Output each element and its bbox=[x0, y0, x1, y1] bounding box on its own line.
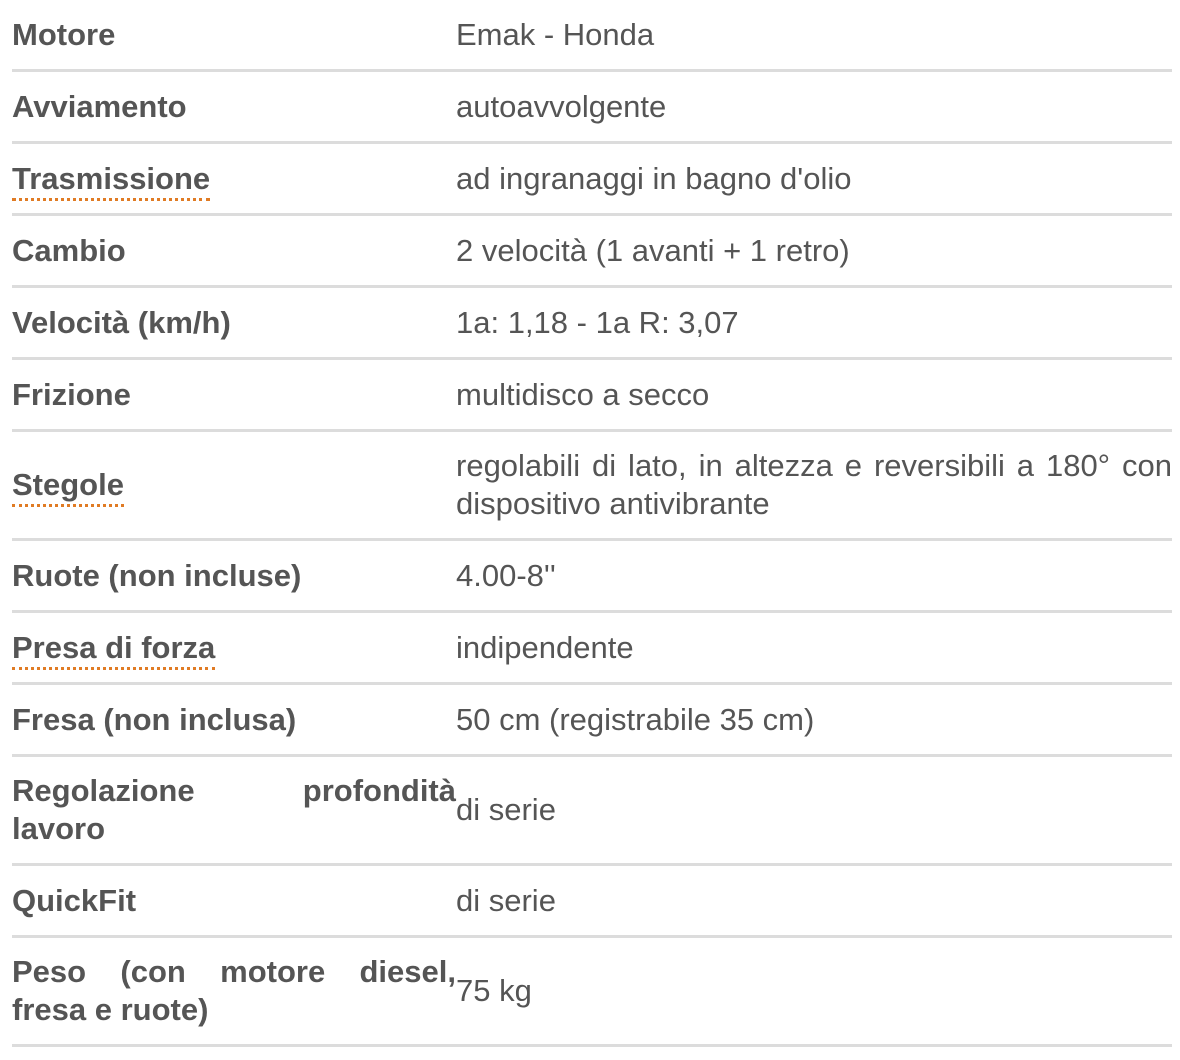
spec-value: ad ingranaggi in bagno d'olio bbox=[456, 143, 1172, 215]
spec-label: Motore bbox=[12, 0, 456, 71]
spec-row-frizione bbox=[12, 359, 1172, 431]
spec-row-presa-di-forza bbox=[12, 612, 1172, 684]
spec-value: 50 cm (registrabile 35 cm) bbox=[456, 684, 1172, 756]
spec-value: 4.00-8'' bbox=[456, 540, 1172, 612]
spec-label: QuickFit bbox=[12, 865, 456, 937]
spec-row-velocita bbox=[12, 287, 1172, 359]
spec-value: multidisco a secco bbox=[456, 359, 1172, 431]
spec-label bbox=[12, 431, 456, 540]
spec-label: Avviamento bbox=[12, 71, 456, 143]
tooltip-term-stegole[interactable]: Stegole bbox=[12, 467, 124, 507]
tooltip-term-presa-di-forza[interactable]: Presa di forza bbox=[12, 630, 215, 670]
spec-value: di serie bbox=[456, 865, 1172, 937]
specifications-table bbox=[12, 0, 1172, 1047]
spec-label: Frizione bbox=[12, 359, 456, 431]
spec-row-trasmissione bbox=[12, 143, 1172, 215]
spec-label: Fresa (non inclusa) bbox=[12, 684, 456, 756]
spec-row-cambio bbox=[12, 215, 1172, 287]
spec-label: Velocità (km/h) bbox=[12, 287, 456, 359]
spec-label: Peso (con motore diesel, fresa e ruote) bbox=[12, 937, 456, 1046]
spec-row-avviamento bbox=[12, 71, 1172, 143]
spec-value: 1a: 1,18 - 1a R: 3,07 bbox=[456, 287, 1172, 359]
spec-row-motore bbox=[12, 0, 1172, 71]
spec-value: 75 kg bbox=[456, 937, 1172, 1046]
spec-value: 2 velocità (1 avanti + 1 retro) bbox=[456, 215, 1172, 287]
spec-label bbox=[12, 612, 456, 684]
spec-row-ruote bbox=[12, 540, 1172, 612]
spec-row-fresa bbox=[12, 684, 1172, 756]
spec-row-peso bbox=[12, 937, 1172, 1046]
spec-label: Regolazione profondità lavoro bbox=[12, 756, 456, 865]
spec-label bbox=[12, 143, 456, 215]
spec-value: Emak - Honda bbox=[456, 0, 1172, 71]
spec-value: indipendente bbox=[456, 612, 1172, 684]
spec-label: Ruote (non incluse) bbox=[12, 540, 456, 612]
spec-value: regolabili di lato, in altezza e reversibili a 180° con dispositivo antivibrante bbox=[456, 431, 1172, 540]
spec-value: di serie bbox=[456, 756, 1172, 865]
spec-row-regolazione bbox=[12, 756, 1172, 865]
spec-row-quickfit bbox=[12, 865, 1172, 937]
spec-row-stegole bbox=[12, 431, 1172, 540]
spec-label: Cambio bbox=[12, 215, 456, 287]
spec-value: autoavvolgente bbox=[456, 71, 1172, 143]
tooltip-term-trasmissione[interactable]: Trasmissione bbox=[12, 161, 210, 201]
